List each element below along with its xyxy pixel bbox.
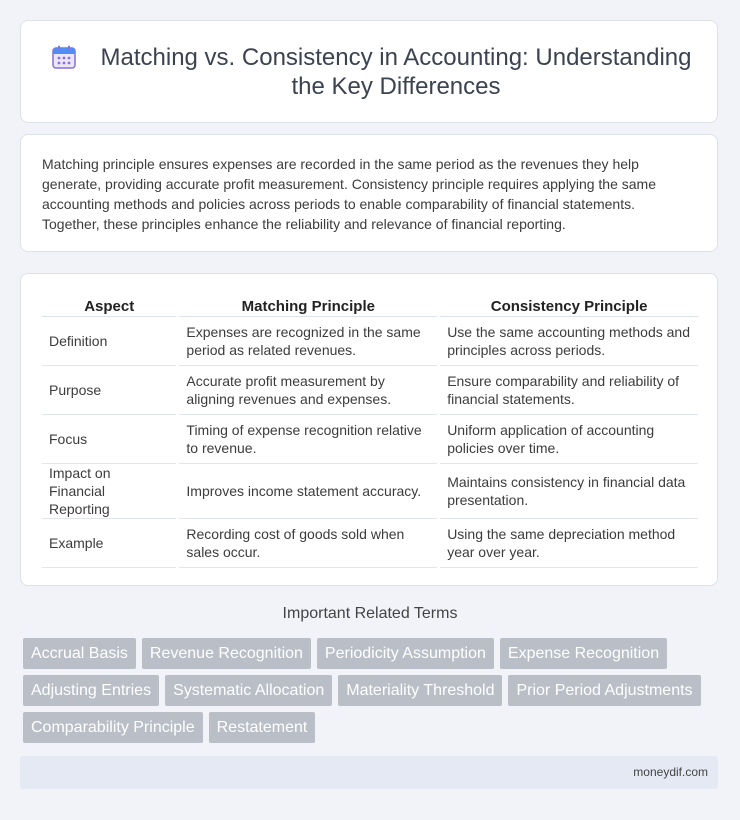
- tag-restatement[interactable]: Restatement: [209, 712, 316, 743]
- table-cell-aspect: Purpose: [42, 366, 176, 415]
- table-cell-matching: Expenses are recognized in the same period as related revenues.: [179, 317, 437, 366]
- column-header-matching: Matching Principle: [179, 295, 437, 317]
- table-row: [42, 317, 698, 366]
- tag-comparability-principle[interactable]: Comparability Principle: [23, 712, 203, 743]
- table-cell-aspect: Definition: [42, 317, 176, 366]
- table-cell-consistency: Use the same accounting methods and principles across periods.: [440, 317, 698, 366]
- tag-systematic-allocation[interactable]: Systematic Allocation: [165, 675, 332, 706]
- table-cell-matching: Improves income statement accuracy.: [179, 464, 437, 519]
- table-row: [42, 366, 698, 415]
- table-cell-matching: Recording cost of goods sold when sales occur.: [179, 519, 437, 568]
- table-header-row: [42, 295, 698, 317]
- tag-adjusting-entries[interactable]: Adjusting Entries: [23, 675, 159, 706]
- column-header-consistency: Consistency Principle: [440, 295, 698, 317]
- table-row: [42, 464, 698, 519]
- table-cell-consistency: Maintains consistency in financial data presentation.: [440, 464, 698, 519]
- intro-card: [20, 134, 718, 252]
- comparison-table: [42, 295, 698, 568]
- table-cell-consistency: Ensure comparability and reliability of financial statements.: [440, 366, 698, 415]
- footer-site-link[interactable]: moneydif.com: [633, 765, 708, 779]
- tag-prior-period-adjustments[interactable]: Prior Period Adjustments: [508, 675, 700, 706]
- related-terms-list: [23, 638, 723, 749]
- footer: [20, 756, 718, 789]
- tag-accrual-basis[interactable]: Accrual Basis: [23, 638, 136, 669]
- intro-text: Matching principle ensures expenses are recorded in the same period as the revenues they help generate, providing accurate profit measurement. Consistency principle requires applying the same accounting methods and policies across periods to enable comparability of financial statements. Together, these principles enhance the reliability and relevance of financial reporting.: [42, 156, 656, 232]
- tag-materiality-threshold[interactable]: Materiality Threshold: [338, 675, 502, 706]
- table-cell-consistency: Uniform application of accounting policies over time.: [440, 415, 698, 464]
- column-header-aspect: Aspect: [42, 295, 176, 317]
- related-terms-heading: Important Related Terms: [282, 605, 458, 622]
- table-cell-aspect: Focus: [42, 415, 176, 464]
- tag-periodicity-assumption[interactable]: Periodicity Assumption: [317, 638, 494, 669]
- table-cell-matching: Timing of expense recognition relative to revenue.: [179, 415, 437, 464]
- tag-revenue-recognition[interactable]: Revenue Recognition: [142, 638, 311, 669]
- table-cell-matching: Accurate profit measurement by aligning revenues and expenses.: [179, 366, 437, 415]
- tag-expense-recognition[interactable]: Expense Recognition: [500, 638, 667, 669]
- table-row: [42, 519, 698, 568]
- table-cell-aspect: Example: [42, 519, 176, 568]
- calendar-icon: [51, 44, 77, 70]
- comparison-card: [20, 273, 718, 586]
- table-cell-consistency: Using the same depreciation method year over year.: [440, 519, 698, 568]
- page-title: Matching vs. Consistency in Accounting: Understanding the Key Differences: [100, 43, 692, 100]
- header-card: [20, 20, 718, 123]
- table-row: [42, 415, 698, 464]
- table-cell-aspect: Impact on Financial Reporting: [42, 464, 176, 519]
